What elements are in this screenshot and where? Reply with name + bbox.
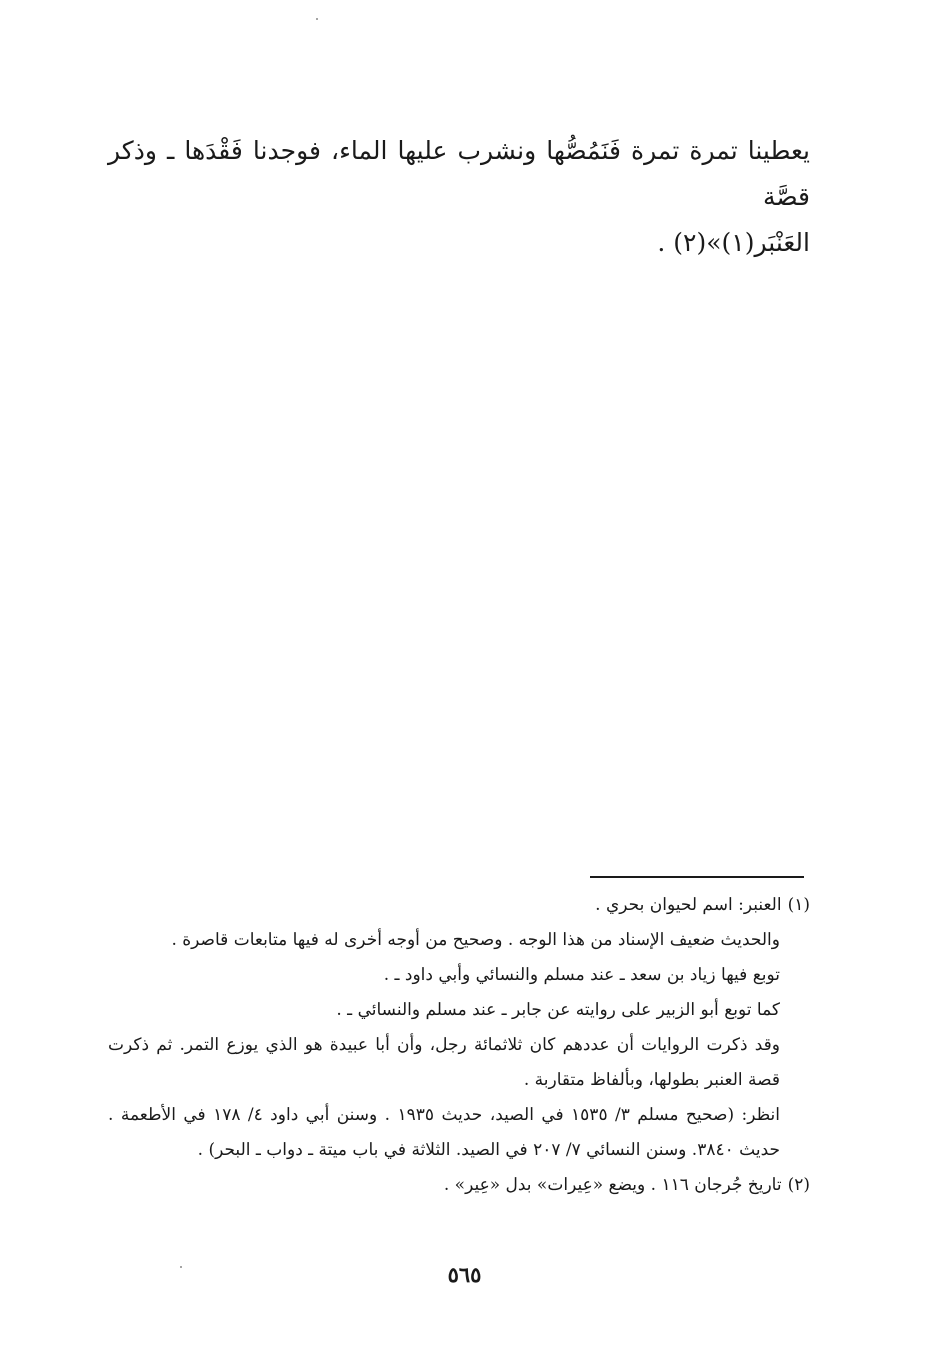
page-number: ٥٦٥ <box>447 1262 482 1287</box>
footnote-2-number: (٢) <box>787 1175 810 1195</box>
main-text-line-1: يعطينا تمرة تمرة فَنَمُصُّها ونشرب عليها الماء، فوجدنا فَقْدَها ـ وذكر قصَّة <box>108 136 810 211</box>
scan-speck <box>316 18 318 20</box>
footnote-1-paragraph-3: كما توبع أبو الزبير على روايته عن جابر ـ عند مسلم والنسائي ـ . <box>336 1000 780 1020</box>
main-text <box>108 128 810 266</box>
footnote-1-paragraph-4: وقد ذكرت الروايات أن عددهم كان ثلاثمائة رجل، وأن أبا عبيدة هو الذي يوزع التمر. ثم ذكرت قصة العنبر بطولها، وبألفاظ متقاربة . <box>108 1035 780 1090</box>
footnote-1 <box>108 888 810 923</box>
footnotes <box>108 888 810 1203</box>
footnote-2 <box>108 1168 810 1203</box>
footnote-divider <box>590 876 804 878</box>
footnote-1-paragraph-1: والحديث ضعيف الإسناد من هذا الوجه . وصحيح من أوجه أخرى له فيها متابعات قاصرة . <box>171 930 780 950</box>
footnote-1-paragraph-5: انظر: (صحيح مسلم ٣/ ١٥٣٥ في الصيد، حديث ١٩٣٥ . وسنن أبي داود ٤/ ١٧٨ في الأطعمة . حديث ٣٨٤٠. وسنن النسائي ٧/ ٢٠٧ في الصيد. الثلاثة في باب ميتة ـ دواب ـ البحر) . <box>108 1105 780 1160</box>
footnote-2-text: تاريخ جُرجان ١١٦ . ويضع «عِيرات» بدل «عِير» . <box>443 1175 782 1195</box>
main-text-line-2: العَنْبَر(١)»(٢) . <box>657 228 810 257</box>
footnote-1-paragraph-2: توبع فيها زياد بن سعد ـ عند مسلم والنسائي وأبي داود ـ . <box>383 965 780 985</box>
footnote-1-text: العنبر: اسم لحيوان بحري . <box>595 895 782 915</box>
footnote-1-number: (١) <box>787 895 810 915</box>
